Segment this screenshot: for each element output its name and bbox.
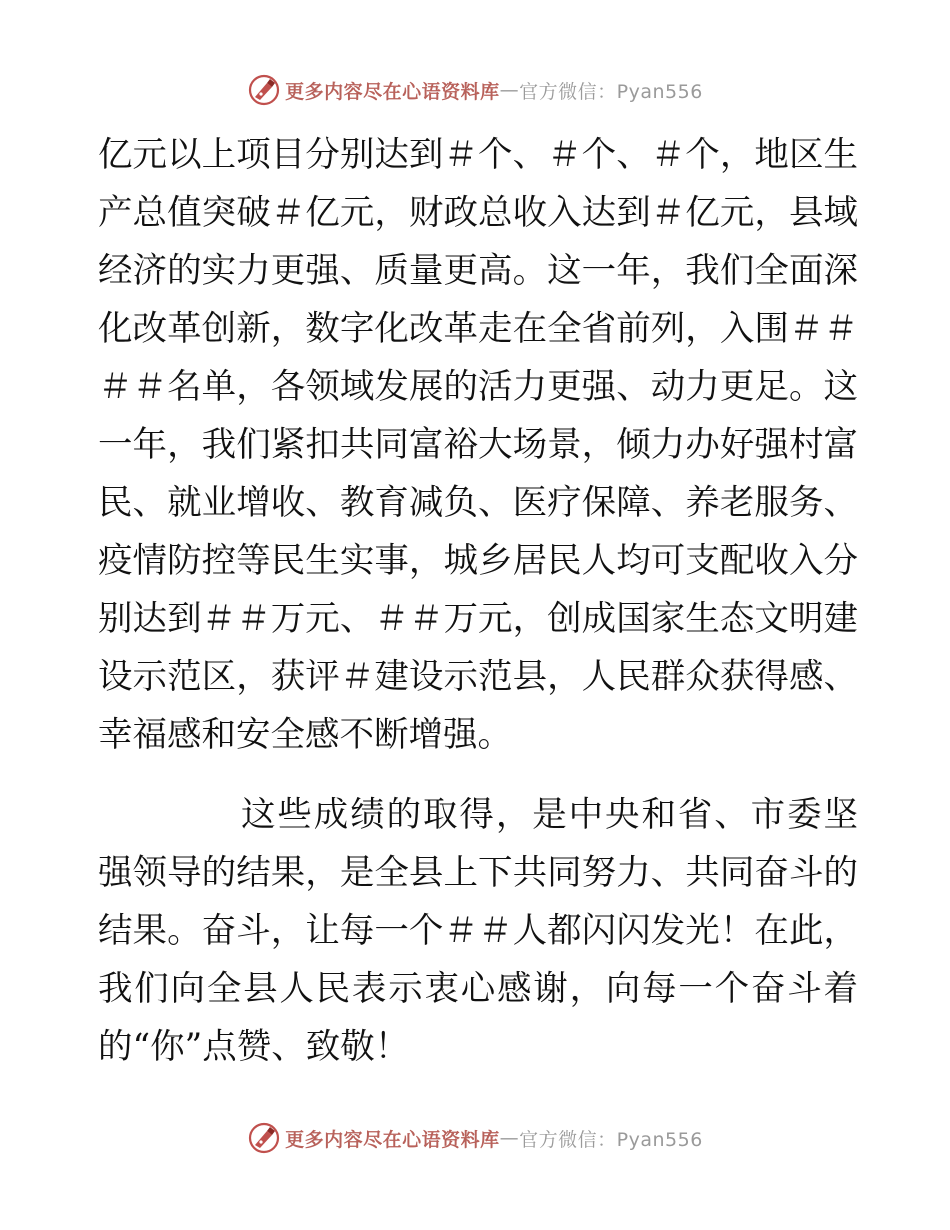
- pen-nib-logo-icon: [247, 1121, 281, 1155]
- banner-separator: —: [499, 79, 520, 101]
- banner-separator: —: [499, 1127, 520, 1149]
- banner-brand-text: 更多内容尽在心语资料库: [285, 80, 500, 103]
- paragraph-1: 亿元以上项目分别达到＃个、＃个、＃个，地区生产总值突破＃亿元，财政总收入达到＃亿元，县域经济的实力更强、质量更高。这一年，我们全面深化改革创新，数字化改革走在全省前列，入围＃＃＃＃名单，各领域发展的活力更强、动力更足。这一年，我们紧扣共同富裕大场景，倾力办好强村富民、就业增收、教育减负、医疗保障、养老服务、疫情防控等民生实事，城乡居民人均可支配收入分别达到＃＃万元、＃＃万元，创成国家生态文明建设示范区，获评＃建设示范县，人民群众获得感、幸福感和安全感不断增强。: [98, 135, 858, 755]
- banner-brand-text: 更多内容尽在心语资料库: [285, 1128, 500, 1151]
- document-body: [98, 126, 858, 1076]
- header-banner: [0, 70, 950, 110]
- pen-nib-logo-icon: [247, 73, 281, 107]
- banner-official-text: 官方微信：Pyan556: [519, 80, 703, 103]
- banner-official-text: 官方微信：Pyan556: [519, 1128, 703, 1151]
- footer-banner: [0, 1118, 950, 1158]
- paragraph-2: 这些成绩的取得，是中央和省、市委坚强领导的结果，是全县上下共同努力、共同奋斗的结果。奋斗，让每一个＃＃人都闪闪发光！在此，我们向全县人民表示衷心感谢，向每一个奋斗着的“你”点赞、致敬！: [98, 795, 858, 1067]
